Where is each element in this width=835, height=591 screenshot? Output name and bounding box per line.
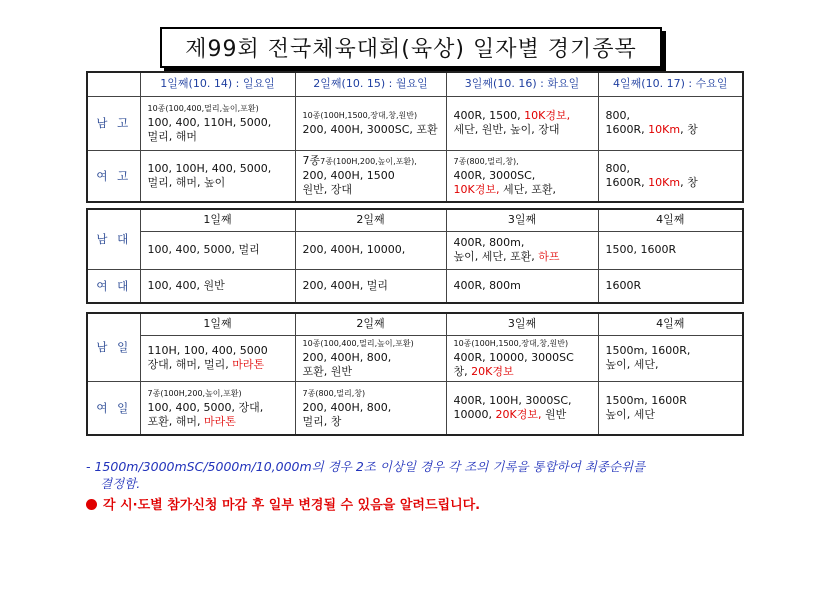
cell-text-highlight: 10K경보, — [524, 109, 571, 122]
cell-text: 10000, — [453, 407, 496, 421]
cell — [446, 381, 598, 435]
cell-line: 400R, 10000, 3000SC — [453, 351, 574, 364]
header-day1: 1일째 — [140, 313, 295, 335]
cell — [295, 96, 446, 150]
cell-line: 멀리, 해머, 높이 — [147, 175, 226, 189]
cell-text: 창, — [453, 365, 472, 378]
cell-line: 400R, 800m, — [453, 236, 525, 249]
cell — [295, 381, 446, 435]
cell-line: 멀리, 창 — [302, 414, 342, 428]
header-day4: 4일째 — [598, 313, 743, 335]
row-label-men-general: 남 일 — [87, 313, 140, 381]
cell-line: 200, 400H, 10000, — [302, 243, 406, 256]
row-label-women-general: 여 일 — [87, 381, 140, 435]
cell-text: 7종(100H,200,높이,포환), — [320, 157, 417, 167]
cell — [598, 150, 743, 202]
cell-text: 원반 — [541, 407, 567, 421]
cell-line: 10종(100,400,멀리,높이,포환) — [302, 339, 414, 348]
header-day4: 4일째(10. 17) : 수요일 — [598, 72, 743, 96]
cell-line: 200, 400H, 800, — [302, 400, 392, 414]
cell-line: 100, 400, 5000, 장대, — [147, 400, 264, 414]
cell — [598, 335, 743, 381]
cell — [295, 335, 446, 381]
header-day2: 2일째 — [295, 313, 446, 335]
cell-line: 100, 400, 원반 — [147, 278, 225, 292]
cell — [598, 231, 743, 269]
cell-line: 1500, 1600R — [605, 243, 677, 256]
cell-line: 멀리, 해머 — [147, 130, 197, 143]
cell-line: 10종(100H,1500,장대,창,원반) — [453, 339, 569, 348]
cell-text-highlight: 마라톤 — [204, 414, 236, 428]
cell-line: 7종(800,멀리,창), — [453, 156, 519, 166]
cell — [140, 381, 295, 435]
cell — [140, 269, 295, 303]
cell-line: 포환, 원반 — [302, 365, 352, 378]
header-day2: 2일째 — [295, 209, 446, 231]
header-day1: 1일째 — [140, 209, 295, 231]
note-block — [86, 458, 786, 492]
cell-text: 400R, 1500, — [453, 109, 525, 122]
cell-line: 1500m, 1600R — [605, 393, 687, 407]
header-corner — [87, 72, 140, 96]
row-label-women-univ: 여 대 — [87, 269, 140, 303]
note-line: 결정함. — [100, 476, 141, 491]
row-label-men-univ: 남 대 — [87, 209, 140, 269]
cell-line: 1600R — [605, 278, 642, 292]
row-label-girls-high: 여 고 — [87, 150, 140, 202]
cell-text-highlight: 하프 — [538, 250, 560, 263]
cell-line: 100, 400, 5000, 멀리 — [147, 243, 260, 256]
cell-line: 1500m, 1600R, — [605, 344, 691, 357]
cell-text-highlight: 20K경보 — [471, 365, 514, 378]
header-day3: 3일째(10. 16) : 화요일 — [446, 72, 598, 96]
cell-line: 200, 400H, 1500 — [302, 169, 395, 183]
schedule-table-general — [86, 312, 744, 436]
cell — [140, 335, 295, 381]
cell — [140, 150, 295, 202]
cell-text-highlight: 20K경보, — [495, 407, 542, 421]
cell-text: 장대, 해머, 멀리, — [147, 358, 233, 371]
cell-line: 110H, 100, 400, 5000 — [147, 344, 268, 357]
cell-line: 10종(100H,1500,장대,창,원반) — [302, 111, 418, 120]
cell-text-highlight: 10Km — [648, 175, 681, 189]
schedule-table-high-school — [86, 71, 744, 203]
header-day3: 3일째 — [446, 313, 598, 335]
cell-line: 높이, 세단 — [605, 407, 655, 421]
cell-line: 7종(800,멀리,창) — [302, 388, 366, 398]
cell-line: 10종(100,400,멀리,높이,포환) — [147, 104, 259, 113]
warning-notice — [86, 494, 480, 513]
cell — [140, 96, 295, 150]
cell-text: , 창 — [680, 175, 698, 189]
cell-text: 포환, 해머, — [147, 414, 204, 428]
cell-line: 200, 400H, 800, — [302, 351, 392, 364]
cell — [446, 231, 598, 269]
cell — [598, 381, 743, 435]
page-title — [160, 27, 662, 68]
cell-text: 높이, 세단, 포환, — [453, 250, 539, 263]
cell — [140, 231, 295, 269]
cell-line: 800, — [605, 109, 630, 122]
cell-line: 세단, 원반, 높이, 장대 — [453, 123, 560, 136]
page-title-text: 제99회 전국체육대회(육상) 일자별 경기종목 — [185, 37, 637, 62]
cell-line: 100, 400, 110H, 5000, — [147, 116, 272, 129]
cell — [598, 96, 743, 150]
cell-text-highlight: 10Km — [648, 123, 681, 136]
cell-line: 200, 400H, 멀리 — [302, 278, 389, 292]
cell-line: 400R, 100H, 3000SC, — [453, 393, 572, 407]
cell-line: 800, — [605, 161, 630, 175]
cell — [446, 269, 598, 303]
cell-text-highlight: 10K경보, — [453, 182, 500, 196]
header-day2: 2일째(10. 15) : 월요일 — [295, 72, 446, 96]
red-bullet-icon — [86, 499, 97, 510]
note-line: - 1500m/3000mSC/5000m/10,000m의 경우 2조 이상일 경우 각 조의 기록을 통합하여 최종순위를 — [86, 459, 646, 474]
cell-line: 400R, 800m — [453, 278, 521, 292]
cell — [446, 96, 598, 150]
header-day3: 3일째 — [446, 209, 598, 231]
row-label-boys-high: 남 고 — [87, 96, 140, 150]
cell — [598, 269, 743, 303]
cell-text: 1600R, — [605, 175, 649, 189]
cell-line: 원반, 장대 — [302, 183, 352, 197]
cell-line: 높이, 세단, — [605, 358, 659, 371]
header-day4: 4일째 — [598, 209, 743, 231]
cell-line: 200, 400H, 3000SC, 포환 — [302, 123, 438, 136]
cell — [446, 335, 598, 381]
warning-text: 각 시·도별 참가신청 마감 후 일부 변경될 수 있음을 알려드립니다. — [103, 498, 481, 513]
cell-text: , 창 — [680, 123, 698, 136]
cell — [295, 231, 446, 269]
cell-line: 7종(100H,200,높이,포환) — [147, 388, 242, 398]
cell — [446, 150, 598, 202]
cell-text: 세단, 포환, — [499, 182, 556, 196]
schedule-table-university — [86, 208, 744, 304]
header-day1: 1일째(10. 14) : 일요일 — [140, 72, 295, 96]
cell-text-highlight: 마라톤 — [232, 358, 265, 371]
cell: 7종7종(100H,200,높이,포환), 200, 400H, 1500 원반, 장대 — [295, 150, 446, 202]
cell-line: 400R, 3000SC, — [453, 168, 536, 182]
cell-text: 1600R, — [605, 123, 649, 136]
cell — [295, 269, 446, 303]
cell-line: 100, 100H, 400, 5000, — [147, 161, 272, 175]
